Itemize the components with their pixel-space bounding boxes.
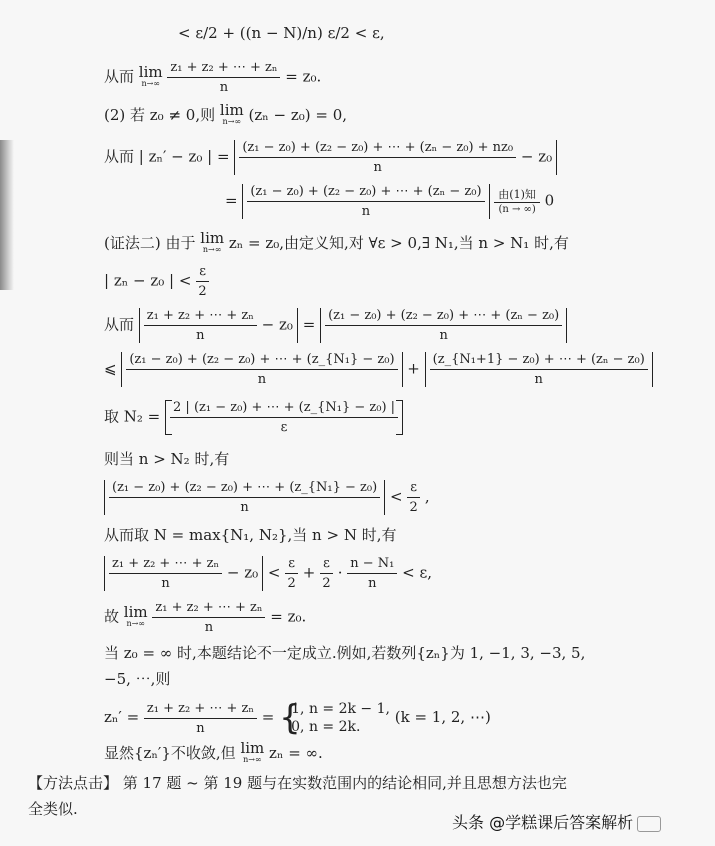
text: zₙ = z₀,由定义知,对 ∀ε > 0,∃ N₁,当 n > N₁ 时,有 xyxy=(228,234,569,252)
text: = xyxy=(225,191,238,210)
text: 则当 n > N₂ 时,有 xyxy=(104,450,230,468)
text: | zₙ − z₀ | < xyxy=(104,271,192,290)
text: (2) 若 z₀ ≠ 0,则 xyxy=(104,106,216,124)
method-note-line-1 xyxy=(28,774,567,792)
text: (k = 1, 2, ⋯) xyxy=(394,708,491,726)
text-line-17 xyxy=(104,670,170,688)
text: zₙ′ = xyxy=(104,708,140,726)
absolute-value: $\frac{\text{z₁ + z₂ + ⋯ + zₙ}}{n}$ − z₀ xyxy=(104,556,263,591)
text-line-16 xyxy=(104,644,585,662)
limit-operator: lim n→∞ xyxy=(123,602,148,628)
text: zₙ = ∞. xyxy=(269,744,323,762)
formula-line-4 xyxy=(104,140,557,175)
text: · xyxy=(337,563,343,582)
fraction: $\frac{\varepsilon}{2}$ xyxy=(407,480,420,515)
formula-line-8 xyxy=(104,308,567,343)
text: 从而 xyxy=(104,67,135,86)
formula-line-1 xyxy=(178,24,385,42)
text: < ε, xyxy=(402,563,433,582)
absolute-value: $\frac{\text{(z₁ − z₀) + (z₂ − z₀) + ⋯ + (zₙ − z₀)}}{n}$ xyxy=(242,184,489,219)
limit-operator: lim n→∞ xyxy=(138,62,163,88)
formula-line-6 xyxy=(104,229,569,256)
formula-line-5 xyxy=(225,184,554,219)
floor-bracket: $\frac{\text{2 | (z₁ − z₀) + ⋯ + (z\_\{N₁\} − z₀) |}}{\varepsilon}$ xyxy=(165,400,403,435)
text: 从而取 N = max{N₁, N₂},当 n > N 时,有 xyxy=(104,526,397,544)
text: + xyxy=(407,359,420,378)
fraction: $\frac{\text{z₁ + z₂ + ⋯ + zₙ}}{n}$ xyxy=(144,701,257,736)
formula-line-12 xyxy=(104,480,430,515)
formula-line-14 xyxy=(104,556,432,591)
formula-line-11 xyxy=(104,450,229,468)
text: + xyxy=(302,563,316,582)
fraction: $\frac{\varepsilon}{2}$ xyxy=(196,264,209,299)
limit-operator: lim n→∞ xyxy=(219,101,244,126)
text: 显然{zₙ′}不收敛,但 xyxy=(104,744,236,762)
formula-line-2 xyxy=(104,60,321,95)
fraction: $\frac{\varepsilon}{2}$ xyxy=(285,556,298,591)
text: , xyxy=(424,487,430,506)
formula-text: < ε/2 + ((n − N)/n) ε/2 < ε, xyxy=(178,24,385,42)
absolute-value: $\frac{\text{(z₁ − z₀) + (z₂ − z₀) + ⋯ + (z\_\{N₁\} − z₀)}}{n}$ xyxy=(104,480,385,515)
limit-operator: lim n→∞ xyxy=(200,229,225,254)
text: = xyxy=(302,315,316,334)
text: 全类似. xyxy=(28,800,78,818)
watermark-logo-icon xyxy=(637,816,661,832)
fraction: $\frac{\varepsilon}{2}$ xyxy=(320,556,333,591)
text: = xyxy=(261,708,275,726)
text: 取 N₂ = xyxy=(104,407,161,426)
formula-line-3 xyxy=(104,101,348,128)
text: 【方法点击】 第 17 题 ~ 第 19 题与在实数范围内的结论相同,并且思想方法也完 xyxy=(28,774,567,792)
method-note-line-2 xyxy=(28,800,78,818)
text: 0 xyxy=(544,191,555,210)
absolute-value: $\frac{\text{(z₁ − z₀) + (z₂ − z₀) + ⋯ + (zₙ − z₀)}}{n}$ xyxy=(320,308,567,343)
text: = z₀. xyxy=(270,607,307,626)
piecewise-cases: { 1, n = 2k − 1, 0, n = 2k. xyxy=(279,698,390,738)
fraction: $\frac{\text{z₁ + z₂ + ⋯ + zₙ}}{n}$ xyxy=(167,60,280,95)
formula-line-15 xyxy=(104,600,306,635)
page-binding-shadow xyxy=(0,140,14,290)
text: 故 xyxy=(104,607,120,626)
formula-line-9 xyxy=(104,352,653,387)
text: (zₙ − z₀) = 0, xyxy=(248,106,348,124)
text: 当 z₀ = ∞ 时,本题结论不一定成立.例如,若数列{zₙ}为 1, −1, 3, −3, 5, xyxy=(104,644,586,662)
absolute-value: $\frac{\text{z₁ + z₂ + ⋯ + zₙ}}{n}$ − z₀ xyxy=(139,308,298,343)
formula-line-18 xyxy=(104,700,491,736)
formula-line-19 xyxy=(104,739,323,766)
fraction: $\frac{\text{z₁ + z₂ + ⋯ + zₙ}}{n}$ xyxy=(152,600,265,635)
fraction: $\frac{\text{n − N₁}}{n}$ xyxy=(347,556,397,591)
text: ⩽ xyxy=(104,359,117,378)
text: −5, ⋯,则 xyxy=(104,670,171,688)
limit-operator: lim n→∞ xyxy=(240,739,265,764)
text: < xyxy=(267,563,281,582)
watermark-text: 头条 @学糕课后答案解析 xyxy=(452,813,634,832)
formula-line-7 xyxy=(104,264,209,299)
text: 从而 xyxy=(104,315,135,334)
absolute-value: $\frac{\text{(z\_\{N₁+1\} − z₀) + ⋯ + (zₙ − z₀)}}{n}$ xyxy=(425,352,653,387)
text: < xyxy=(389,487,403,506)
watermark xyxy=(452,810,661,833)
formula-line-13 xyxy=(104,526,397,544)
text: (证法二) 由于 xyxy=(104,234,196,252)
absolute-value: $\frac{\text{(z₁ − z₀) + (z₂ − z₀) + ⋯ + (zₙ − z₀) + nz₀}}{n}$ − z₀ xyxy=(234,140,557,175)
formula-line-10 xyxy=(104,400,403,435)
arrow-annotation: 由(1)知 (n → ∞) xyxy=(494,188,540,216)
text: = z₀. xyxy=(285,67,322,86)
absolute-value: $\frac{\text{(z₁ − z₀) + (z₂ − z₀) + ⋯ + (z\_\{N₁\} − z₀)}}{n}$ xyxy=(121,352,402,387)
text: 从而 | zₙ′ − z₀ | = xyxy=(104,147,230,166)
